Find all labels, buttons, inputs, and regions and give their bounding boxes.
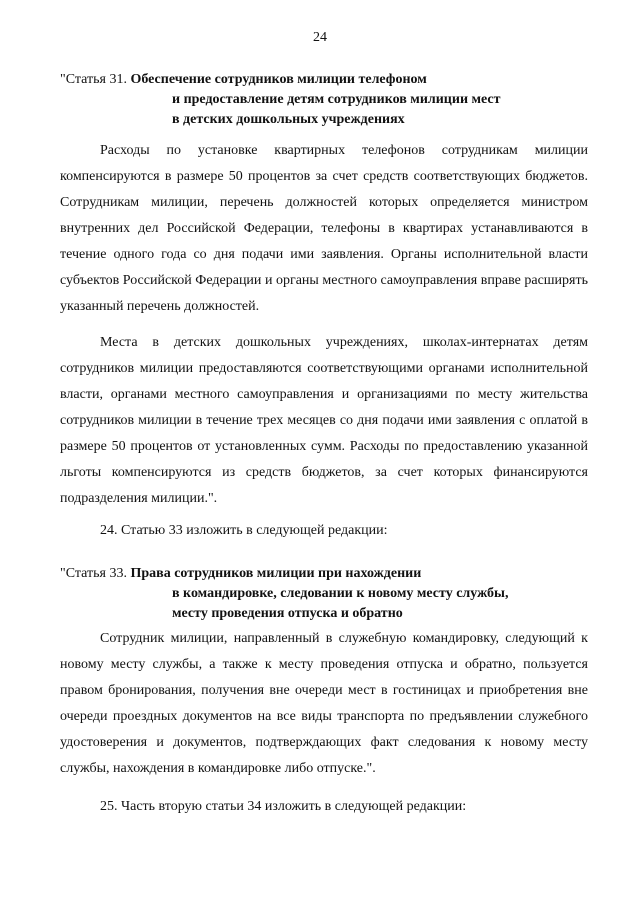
article-33-title-line-3: месту проведения отпуска и обратно <box>172 606 403 621</box>
article-31-label: "Статья 31. <box>60 72 131 87</box>
article-33-heading <box>60 564 588 624</box>
article-31-paragraph-1: Расходы по установке квартирных телефонов сотрудникам милиции компенсируются в размере 50 процентов за счет средств соответствующих бюджетов. Сотрудникам милиции, перечень должностей которых определяется министром внутренних дел Российской Федерации, телефоны в квартирах устанавливаются в течение одного года со дня подачи ими заявления. Органы исполнительной власти субъектов Российской Федерации и органы местного самоуправления вправе расширять указанный перечень должностей. <box>60 143 588 314</box>
article-31-paragraph-2: Места в детских дошкольных учреждениях, школах-интернатах детям сотрудников милиции предоставляются соответствующими органами исполнительной власти, органами местного самоуправления и организациями по месту жительства сотрудников милиции в течение трех месяцев со дня подачи ими заявления с оплатой в размере 50 процентов от установленных сумм. Расходы по предоставлению указанной льготы компенсируются из средств бюджетов, за счет которых финансируются подразделения милиции.". <box>60 335 588 506</box>
article-33-paragraph: Сотрудник милиции, направленный в служебную командировку, следующий к новому месту службы, а также к месту проведения отпуска и обратно, пользуется правом бронирования, получения вне очереди мест в гостиницах и приобретения вне очереди проездных документов на все виды транспорта по предъявлении служебного удостоверения и документов, подтверждающих факт следования к новому месту службы, нахождения в командировке либо отпуске.". <box>60 631 588 776</box>
article-31-heading <box>60 70 588 130</box>
page-number: 24 <box>313 30 327 45</box>
item-24: 24. Статью 33 изложить в следующей редакции: <box>100 523 388 538</box>
article-33-title-line-1: "Статья 33. Права сотрудников милиции при нахождении <box>60 566 422 581</box>
article-33-label: "Статья 33. <box>60 566 131 581</box>
article-33-title-line-2: в командировке, следовании к новому месту службы, <box>172 586 509 601</box>
article-31-title-line-3: в детских дошкольных учреждениях <box>172 112 405 127</box>
article-31-title-line-1: "Статья 31. Обеспечение сотрудников милиции телефоном <box>60 72 427 87</box>
item-25: 25. Часть вторую статьи 34 изложить в следующей редакции: <box>100 799 467 814</box>
article-31-title-line-2: и предоставление детям сотрудников милиции мест <box>172 92 501 107</box>
